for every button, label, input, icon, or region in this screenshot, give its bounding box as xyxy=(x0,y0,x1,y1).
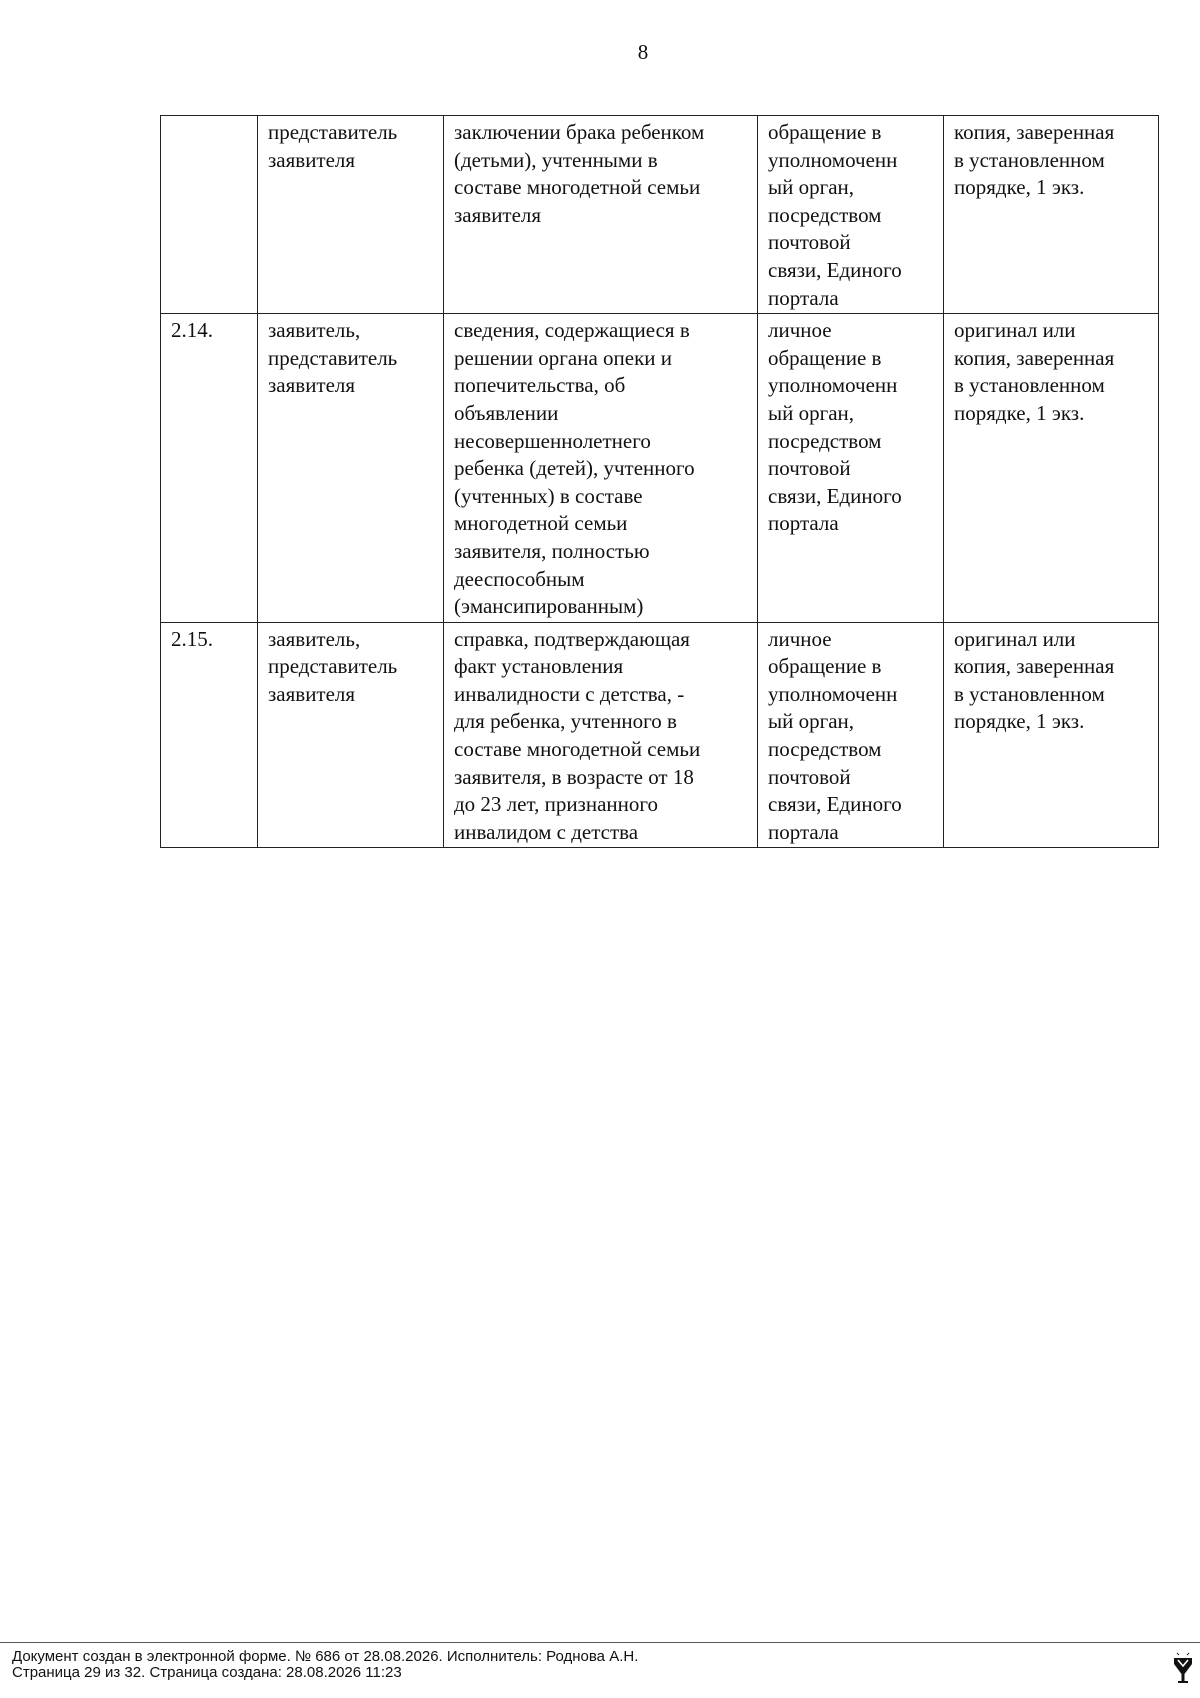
cell-number: 2.14. xyxy=(161,314,258,623)
footer-document-info: Документ создан в электронной форме. № 686 от 28.08.2026. Исполнитель: Роднова А.Н. xyxy=(12,1648,639,1665)
cell-document-form: оригинал или копия, заверенная в установленном порядке, 1 экз. xyxy=(944,622,1159,848)
cell-number xyxy=(161,116,258,314)
cell-document: сведения, содержащиеся в решении органа опеки и попечительства, об объявлении несовершеннолетнего ребенка (детей), учтенного (учтенных) в составе многодетной семьи заявителя, полностью дееспособным (эмансипированным) xyxy=(444,314,758,623)
coat-of-arms-icon xyxy=(1172,1652,1194,1684)
cell-document-form: оригинал или копия, заверенная в установленном порядке, 1 экз. xyxy=(944,314,1159,623)
cell-submission-method: личное обращение в уполномоченн ый орган, посредством почтовой связи, Единого портала xyxy=(758,314,944,623)
cell-applicant: заявитель, представитель заявителя xyxy=(258,314,444,623)
cell-document: справка, подтверждающая факт установления инвалидности с детства, - для ребенка, учтенного в составе многодетной семьи заявителя, в возрасте от 18 до 23 лет, признанного инвалидом с детства xyxy=(444,622,758,848)
cell-document: заключении брака ребенком (детьми), учтенными в составе многодетной семьи заявителя xyxy=(444,116,758,314)
footer-divider xyxy=(0,1642,1200,1643)
cell-submission-method: обращение в уполномоченн ый орган, посредством почтовой связи, Единого портала xyxy=(758,116,944,314)
cell-number: 2.15. xyxy=(161,622,258,848)
cell-applicant: заявитель, представитель заявителя xyxy=(258,622,444,848)
table-row xyxy=(161,314,1159,623)
documents-table xyxy=(160,115,1159,848)
cell-submission-method: личное обращение в уполномоченн ый орган, посредством почтовой связи, Единого портала xyxy=(758,622,944,848)
table-row xyxy=(161,116,1159,314)
table-row xyxy=(161,622,1159,848)
cell-applicant: представитель заявителя xyxy=(258,116,444,314)
footer-page-info: Страница 29 из 32. Страница создана: 28.08.2026 11:23 xyxy=(12,1664,402,1681)
cell-document-form: копия, заверенная в установленном порядке, 1 экз. xyxy=(944,116,1159,314)
document-footer xyxy=(12,1649,638,1681)
page-number: 8 xyxy=(637,40,649,64)
